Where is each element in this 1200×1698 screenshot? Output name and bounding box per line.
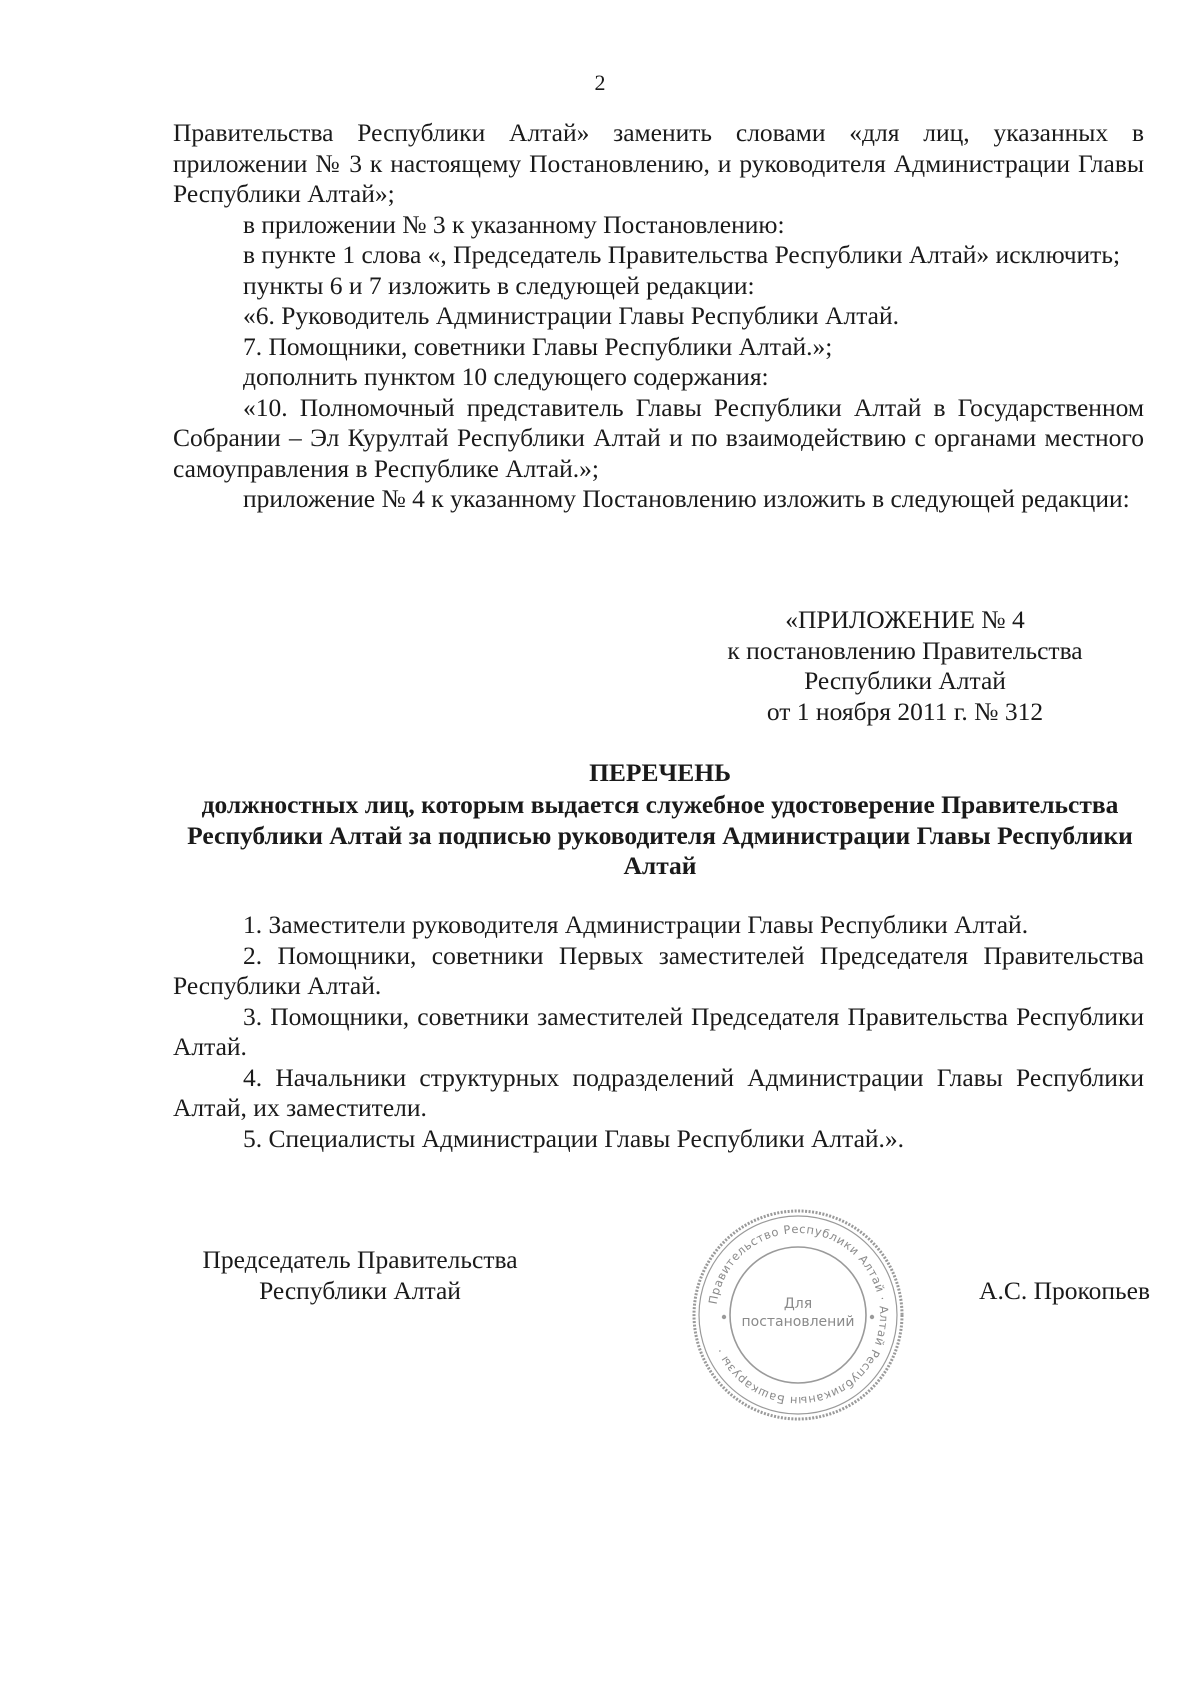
appendix-line: «ПРИЛОЖЕНИЕ № 4 xyxy=(785,605,1025,634)
paragraph: Правительства Республики Алтай» заменить словами «для лиц, указанных в приложении № 3 к настоящему Постановлению, и руководителя Администрации Главы Республики Алтай»; xyxy=(173,118,1144,208)
official-list xyxy=(173,910,1144,1154)
list-item: 4. Начальники структурных подразделений Администрации Главы Республики Алтай, их заместители. xyxy=(173,1062,1144,1122)
amendment-text xyxy=(173,118,1144,515)
paragraph: дополнить пунктом 10 следующего содержания: xyxy=(243,362,769,391)
appendix-header xyxy=(700,605,1110,727)
stamp-star-left xyxy=(722,1315,726,1319)
stamp-center-line: постановлений xyxy=(741,1314,855,1330)
stamp-ring-text: Правительство Республики Алтай · Алтай Республиканын Башкарузы · xyxy=(705,1221,892,1409)
paragraph: в приложении № 3 к указанному Постановлению: xyxy=(243,209,785,239)
list-title: ПЕРЕЧЕНЬ xyxy=(589,758,731,787)
signer-title-line: Республики Алтай xyxy=(259,1275,461,1305)
list-item: 2. Помощники, советники Первых заместителей Председателя Правительства Республики Алтай. xyxy=(173,940,1144,1000)
appendix-line: Республики Алтай xyxy=(804,666,1006,695)
stamp-center-line: Для xyxy=(783,1296,813,1312)
page-number: 2 xyxy=(594,70,606,95)
appendix-line: от 1 ноября 2011 г. № 312 xyxy=(766,696,1044,726)
paragraph: приложение № 4 к указанному Постановлению изложить в следующей редакции: xyxy=(243,484,1130,513)
paragraph: в пункте 1 слова «, Председатель Правительства Республики Алтай» исключить; xyxy=(243,240,1121,269)
paragraph: 7. Помощники, советники Главы Республики Алтай.»; xyxy=(243,331,833,361)
appendix-line: к постановлению Правительства xyxy=(727,635,1083,665)
list-item: 5. Специалисты Администрации Главы Республики Алтай.». xyxy=(243,1123,905,1153)
paragraph: «6. Руководитель Администрации Главы Республики Алтай. xyxy=(243,301,899,330)
official-stamp xyxy=(688,1205,908,1425)
signer-title xyxy=(190,1245,530,1306)
list-item: 1. Заместители руководителя Администрации Главы Республики Алтай. xyxy=(243,910,1029,939)
paragraph: «10. Полномочный представитель Главы Республики Алтай в Государственном Собрании – Эл Курултай Республики Алтай и по взаимодействию с органами местного самоуправления в Республике Алтай.»; xyxy=(173,392,1144,483)
signer-name: А.С. Прокопьев xyxy=(979,1276,1150,1305)
stamp-star-right xyxy=(870,1315,874,1319)
list-subtitle: должностных лиц, которым выдается служебное удостоверение Правительства Республики Алтай за подписью руководителя Администрации Главы Республики Алтай xyxy=(187,790,1133,880)
paragraph: пункты 6 и 7 изложить в следующей редакции: xyxy=(243,270,755,300)
list-item: 3. Помощники, советники заместителей Председателя Правительства Республики Алтай. xyxy=(173,1001,1144,1061)
signer-title-line: Председатель Правительства xyxy=(202,1245,518,1274)
